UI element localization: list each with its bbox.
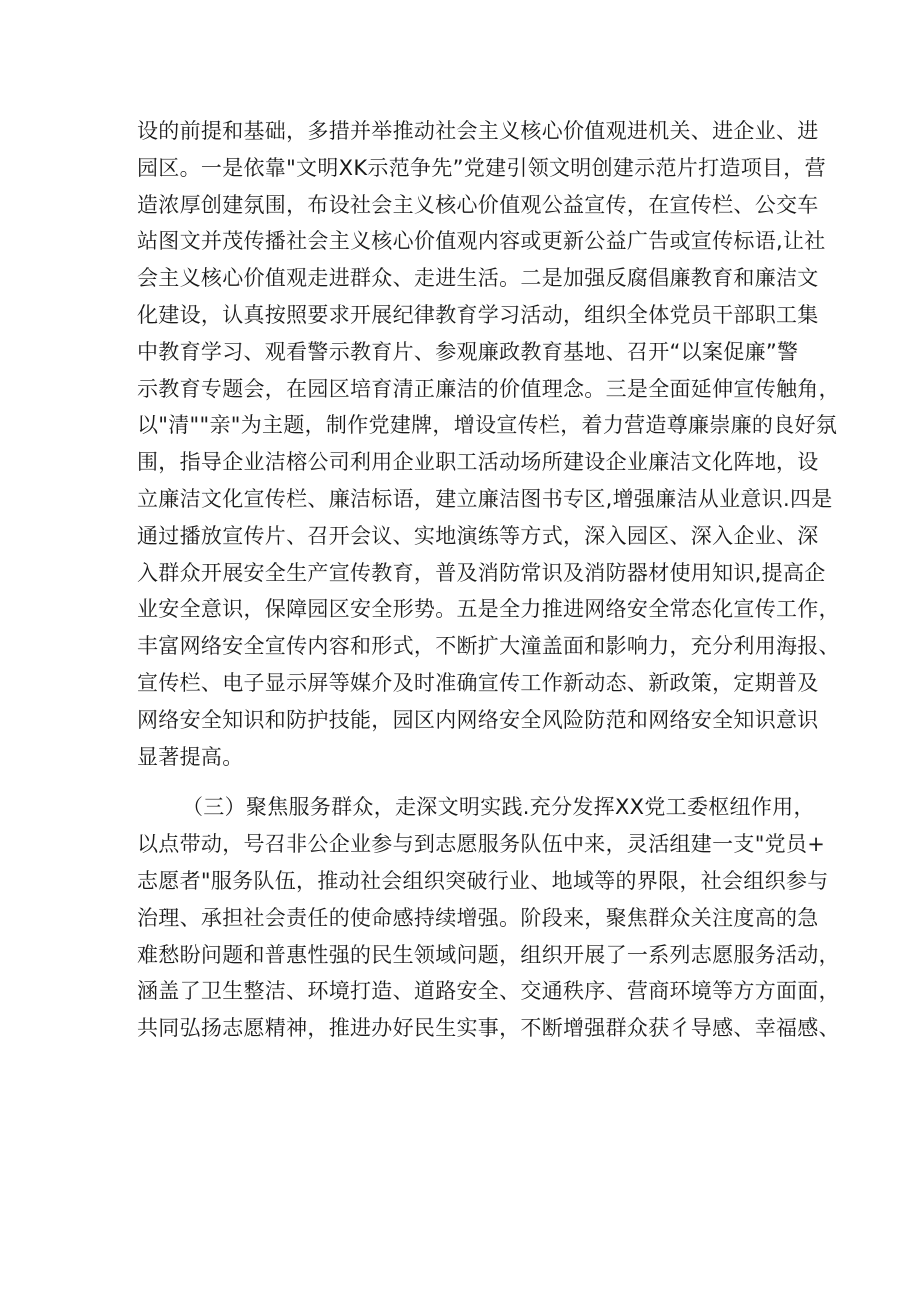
text-line: 丰富网络安全宣传内容和形式，不断扩大潼盖面和影响力，充分利用海报、: [137, 634, 840, 659]
text-line: 通过播放宣传片、召开会议、实地演练等方式，深入园区、深入企业、深: [137, 523, 819, 548]
text-line: 造浓厚创建氛围，布设社会主义核心价值观公益宣传，在宣传栏、公交车: [137, 192, 819, 217]
text-line: 以"清""亲"为主题，制作党建牌，增设宣传栏，着力营造尊廉崇廉的良好氛: [137, 413, 838, 438]
text-line: 涵盖了卫生整洁、环境打造、道路安全、交通秩序、营商环境等方方面面，: [137, 979, 840, 1004]
text-line: 显著提高。: [137, 744, 244, 769]
text-line: 网络安全知识和防护技能，园区内网络安全风险防范和网络安全知识意识: [137, 707, 819, 732]
text-line: 难愁盼问题和普惠性强的民生领域问题，组织开展了一系列志愿服务活动，: [137, 942, 840, 967]
text-line: 中教育学习、观看警示教育片、参观廉政教育基地、召开“以案促廉”警: [137, 339, 799, 364]
paragraph-1: [137, 113, 840, 775]
text-line: 园区。一是依靠"文明XK示范争先”党建引领文明创建示范片打造项目，营: [137, 155, 826, 180]
text-line: 立廉洁文化宣传栏、廉洁标语，建立廉洁图书专区,增强廉洁从业意识.四是: [137, 486, 833, 511]
paragraph-2: [137, 789, 840, 1047]
document-body: [137, 113, 840, 1047]
text-line: 设的前提和基础，多措并举推动社会主义核心价值观进机关、进企业、进: [137, 119, 819, 143]
text-line: （三）聚焦服务群众，走深文明实践.充分发挥XX党工委枢纽作用，: [182, 795, 815, 820]
text-line: 站图文并茂传播社会主义核心价值观内容或更新公益广告或宣传标语,让社: [137, 229, 826, 254]
text-line: 围，指导企业洁榕公司利用企业职工活动场所建设企业廉洁文化阵地，设: [137, 450, 819, 475]
text-line: 宣传栏、电子显示屏等媒介及时准确宣传工作新动态、新政策，定期普及: [137, 670, 819, 695]
text-line: 治理、承担社会责任的使命感持续增强。阶段来，聚焦群众关注度高的急: [137, 905, 819, 930]
text-line: 会主义核心价值观走进群众、走进生活。二是加强反腐倡廉教育和廉洁文: [137, 266, 819, 291]
paragraph-gap: [137, 775, 793, 789]
text-line: 入群众开展安全生产宣传教育，普及消防常识及消防器材使用知识,提高企: [137, 560, 826, 585]
text-line: 以点带动，号召非公企业参与到志愿服务队伍中来，灵活组建一支"党员+: [137, 832, 826, 857]
text-line: 共同弘扬志愿精神，推进办好民生实事，不断增强群众获彳导感、幸福感、: [137, 1016, 840, 1041]
text-line: 示教育专题会，在园区培育清正廉洁的价值理念。三是全面延伸宣传触角，: [137, 376, 840, 401]
text-line: 化建设，认真按照要求开展纪律教育学习活动，组织全体党员干部职工集: [137, 302, 819, 327]
text-line: 志愿者"服务队伍，推动社会组织突破行业、地域等的界限，社会组织参与: [137, 868, 829, 893]
text-line: 业安全意识，保障园区安全形势。五是全力推进网络安全常态化宣传工作，: [137, 597, 840, 622]
